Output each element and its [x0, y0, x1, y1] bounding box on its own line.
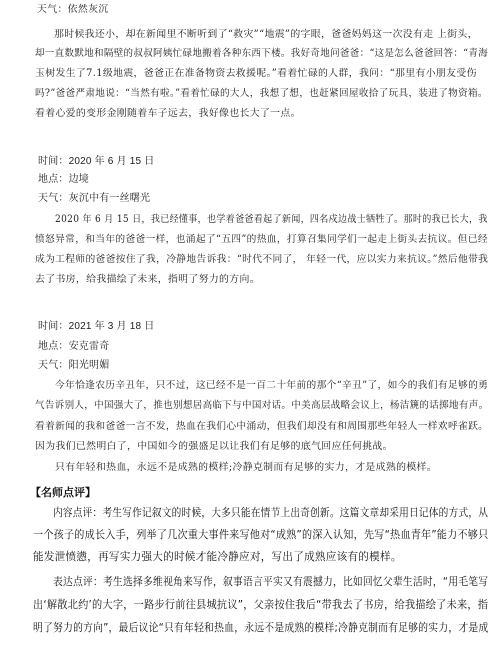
entry-2020-line: 成为工程师的爸爸按住了我，冷静地告诉我：“时代不同了， 年轻一代，应以实力来抗议。”然后他带我: [35, 254, 489, 265]
entry-2021-time: 时间：2021 年 3 月 18 日: [38, 321, 155, 332]
expression-review-line: 明了努力的方向”，最后议论“只有年轻和热血，永远不是成熟的模样;冷静克制而有足够的实力，才是成: [33, 622, 489, 634]
expression-review-line: 出‘解散北约’的大字，一路步行前往县城抗议”，父亲按住我后“带我去了书房，给我描绘了未来，指: [33, 599, 489, 611]
entry-2021-line: 看着新闻的我和爸爸一言不发，热血在我们心中涌动，但我们却没有和周围那些年轻人一样欢呼雀跃。: [35, 421, 489, 432]
entry-2020-line: 愤怒异常，和当年的爸爸一样，也涌起了“五四”的热血，打算召集同学们一起走上街头去抗议。但已经: [35, 234, 488, 245]
expression-review-line: 表达点评：考生选择多维视角来写作，叙事语言平实又有震撼力，比如回忆父辈生活时，“用毛笔写: [53, 576, 489, 588]
review-heading: 【名师点评】: [30, 486, 96, 499]
content-review-line: 能发泄愤懑，再写实力强大的时候才能冷静应对，写出了成熟应该有的模样。: [33, 551, 402, 563]
entry-2021-line: 气告诉别人，中国强大了，推也别想居高临下与中国对话。中美高层战略会议上，杨洁篪的话掷地有声。: [35, 400, 489, 411]
intro-line: 那时候我还小，却在新闻里不断听到了“救灾”“地震”的字眼，爸爸妈妈这一次没有走 上街头，: [54, 29, 478, 40]
intro-weather: 天气：依然灰沉: [37, 4, 109, 15]
entry-2020-weather: 天气：灰沉中有一丝曙光: [38, 193, 151, 204]
content-review-line: 内容点评：考生写作记叙文的时候，大多只能在情节上出奇创新。这篇文章却采用日记体的方式，从: [53, 507, 489, 519]
intro-line: 却一直数默地和隔壁的叔叔阿姨忙碌地搬着各种东西下楼。我好奇地问爸爸：“这是怎么爸爸回答：“青海: [35, 48, 489, 59]
entry-2021-line: 只有年轻和热血，永远不是成熟的模样;冷静克制而有足够的实力，才是成熟的模样。: [55, 462, 438, 473]
entry-2021-place: 地点：安克雷奇: [38, 341, 110, 352]
content-review-line: 一个孩子的成长入手，列举了几次重大事件来写他对“成熟”的深入认知，先写“热血青年”能力不够只: [33, 529, 489, 541]
entry-2021-line: 今年恰逢农历辛丑年，只不过，这已经不是一百二十年前的那个“辛丑”了，如今的我们有足够的勇: [55, 380, 489, 391]
entry-2020-time: 时间：2020 年 6 月 15 日: [38, 156, 155, 167]
entry-2021-weather: 天气：阳光明媚: [38, 360, 110, 371]
intro-line: 玉树发生了7.1级地震，爸爸正在准备物资去救援呢。”看着忙碌的人群，我问：“那里有小朋友受伤: [35, 68, 477, 79]
intro-line: 看着心爱的变形金刚随着车子远去，我好像也长大了一点。: [35, 108, 301, 119]
entry-2021-line: 因为我们已然明白了，中国如今的强盛足以让我们有足够的底气回应任何挑战。: [35, 441, 393, 452]
entry-2020-line: 2020 年 6 月 15 日，我已经懂事，也学着爸爸看起了新闻，四名戍边战士牺牲了。那时的我已长大，我: [55, 214, 488, 225]
entry-2020-line: 去了书房，给我描绘了未来，指明了努力的方向。: [35, 274, 260, 285]
intro-line: 吗?”爸爸严肃地说：“当然有啦。”看着忙碌的大人，我想了想，也赶紧回屋收拾了玩具，装进了物资箱。: [35, 88, 488, 99]
entry-2020-place: 地点：边境: [38, 174, 89, 185]
